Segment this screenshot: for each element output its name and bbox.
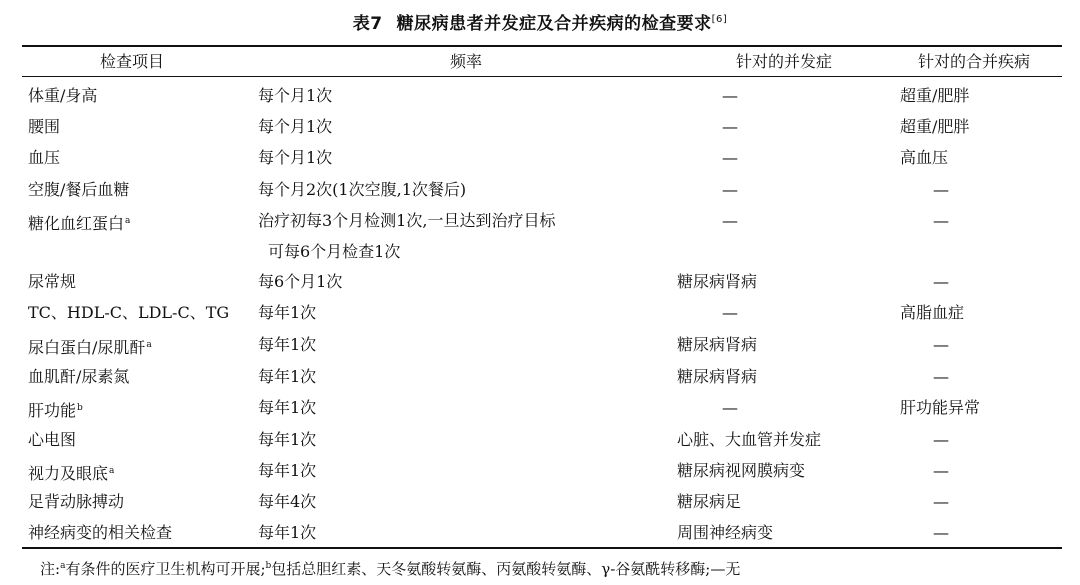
reference-mark: [6] — [711, 14, 728, 25]
table-title: 糖尿病患者并发症及合并疾病的检查要求 — [396, 14, 712, 34]
table-row-frequency — [258, 272, 342, 292]
table-row-frequency-cont — [268, 242, 400, 262]
table-row-item-text: 血压 — [28, 148, 61, 167]
table-row-item — [28, 398, 83, 421]
table-row-comorbidity — [933, 430, 949, 450]
table-row-frequency-text: 每年1次 — [258, 398, 317, 417]
table-row-item-text: 神经病变的相关检查 — [28, 523, 173, 542]
table-row-comorbidity — [933, 272, 949, 292]
table-row-frequency-text: 每个月2次(1次空腹,1次餐后) — [258, 180, 467, 199]
table-row-complication — [722, 86, 738, 106]
table-row-comorbidity-text: 高脂血症 — [900, 303, 965, 322]
table-row-item — [28, 86, 97, 106]
table-row-complication-text: — — [722, 117, 738, 136]
table-row-complication — [722, 180, 738, 200]
table-row-complication — [722, 117, 738, 137]
table-caption — [0, 9, 1080, 34]
table-row-item-text: 体重/身高 — [28, 86, 98, 105]
table-row-item — [28, 492, 124, 512]
header-frequency: 频率 — [450, 52, 483, 71]
table-row-comorbidity — [900, 398, 980, 418]
table-row-frequency-text: 每年1次 — [258, 461, 317, 480]
table-row-frequency-text: 治疗初每3个月检测1次,一旦达到治疗目标 — [258, 211, 556, 230]
table-row-frequency — [258, 148, 332, 168]
table-row-comorbidity — [933, 367, 949, 387]
note-text-a: 有条件的医疗卫生机构可开展; — [65, 560, 266, 578]
header-rule — [22, 76, 1062, 77]
table-row-complication-text: — — [722, 211, 738, 230]
footnote-mark: b — [77, 403, 83, 413]
table-row-item-text: 视力及眼底 — [28, 464, 109, 483]
footnote-mark: a — [109, 466, 115, 476]
table-row-complication-text: 糖尿病视网膜病变 — [677, 461, 806, 480]
table-note — [40, 556, 740, 579]
table-row-complication — [722, 148, 738, 168]
table-row-item — [28, 523, 172, 543]
table-number: 表7 — [352, 14, 383, 34]
table-row-complication-text: 糖尿病肾病 — [677, 272, 758, 291]
table-row-item-text: 肝功能 — [28, 401, 77, 420]
table-row-item — [28, 303, 229, 323]
table-row-frequency-text: 每年1次 — [258, 523, 317, 542]
table-row-comorbidity — [900, 148, 948, 168]
table-row-frequency-text: 每年1次 — [258, 335, 317, 354]
table-row-frequency-text: 每年1次 — [258, 430, 317, 449]
table-row-item — [28, 335, 152, 358]
table-row-item-text: 尿白蛋白/尿肌酐 — [28, 338, 146, 357]
table-row-item — [28, 148, 60, 168]
table-row-comorbidity-text: — — [933, 180, 949, 199]
table-row-comorbidity — [933, 180, 949, 200]
table-row-frequency-text: 每个月1次 — [258, 148, 333, 167]
table-row-comorbidity — [933, 523, 949, 543]
table-row-complication-text: — — [722, 148, 738, 167]
table-row-complication-text: — — [722, 398, 738, 417]
table-row-frequency — [258, 303, 316, 323]
table-row-item-text: 空腹/餐后血糖 — [28, 180, 130, 199]
table-row-frequency-text: 每个月1次 — [258, 117, 333, 136]
table-row-comorbidity — [933, 492, 949, 512]
top-rule — [22, 45, 1062, 47]
table-row-frequency — [258, 180, 466, 200]
table-row-item — [28, 117, 60, 137]
table-row-complication — [677, 461, 805, 481]
table-row-frequency — [258, 398, 316, 418]
table-row-frequency — [258, 430, 316, 450]
table-row-comorbidity-text: — — [933, 523, 949, 542]
table-row-item — [28, 272, 76, 292]
table-row-item-text: 腰围 — [28, 117, 61, 136]
table-row-complication-text: — — [722, 180, 738, 199]
bottom-rule — [22, 547, 1062, 549]
table-row-complication — [677, 335, 757, 355]
table-row-complication-text: — — [722, 303, 738, 322]
table-row-item-text: 血肌酐/尿素氮 — [28, 367, 130, 386]
note-text-b: 包括总胆红素、天冬氨酸转氨酶、丙氨酸转氨酶、γ-谷氨酰转移酶;—无 — [271, 560, 741, 578]
table-row-item — [28, 180, 129, 200]
table-row-comorbidity — [900, 86, 969, 106]
table-row-complication — [677, 492, 741, 512]
table-row-frequency-cont-text: 可每6个月检查1次 — [268, 242, 401, 261]
table-row-frequency — [258, 523, 316, 543]
table-row-comorbidity-text: — — [933, 461, 949, 480]
table-row-complication — [722, 211, 738, 231]
table-row-item-text: TC、HDL-C、LDL-C、TG — [28, 303, 230, 322]
table-row-frequency-text: 每年1次 — [258, 303, 317, 322]
table-row-complication-text: 糖尿病肾病 — [677, 335, 758, 354]
header-item: 检查项目 — [100, 52, 165, 71]
table-row-comorbidity-text: — — [933, 272, 949, 291]
table-row-comorbidity — [900, 303, 964, 323]
table-row-comorbidity-text: — — [933, 335, 949, 354]
table-row-complication — [677, 430, 821, 450]
table-row-frequency — [258, 335, 316, 355]
table-row-item-text: 糖化血红蛋白 — [28, 214, 125, 233]
table-row-frequency — [258, 211, 555, 231]
table-row-complication-text: 糖尿病足 — [677, 492, 742, 511]
table-row-frequency — [258, 367, 316, 387]
table-row-item — [28, 367, 129, 387]
footnote-mark: a — [125, 216, 131, 226]
table-row-comorbidity-text: — — [933, 430, 949, 449]
table-row-comorbidity — [933, 211, 949, 231]
table-row-comorbidity-text: — — [933, 367, 949, 386]
table-row-comorbidity — [900, 117, 969, 137]
table-row-comorbidity-text: 肝功能异常 — [900, 398, 981, 417]
table-row-item — [28, 211, 130, 234]
table-row-item — [28, 430, 76, 450]
table-row-complication-text: — — [722, 86, 738, 105]
table-row-frequency-text: 每个月1次 — [258, 86, 333, 105]
table-row-item — [28, 461, 114, 484]
table-row-item-text: 尿常规 — [28, 272, 77, 291]
table-row-frequency — [258, 117, 332, 137]
table-row-frequency — [258, 86, 332, 106]
table-row-complication — [677, 272, 757, 292]
table-row-frequency — [258, 492, 316, 512]
table-row-complication-text: 周围神经病变 — [677, 523, 774, 542]
table-row-frequency-text: 每6个月1次 — [258, 272, 343, 291]
table-row-frequency — [258, 461, 316, 481]
table-row-comorbidity — [933, 335, 949, 355]
table-row-complication — [722, 303, 738, 323]
header-complication: 针对的并发症 — [736, 52, 833, 71]
table-row-complication-text: 心脏、大血管并发症 — [677, 430, 822, 449]
note-prefix: 注: — [40, 560, 61, 578]
table-row-comorbidity — [933, 461, 949, 481]
table-row-comorbidity-text: 超重/肥胖 — [900, 117, 970, 136]
note-mark-a: a — [60, 561, 66, 571]
table-row-complication — [677, 367, 757, 387]
footnote-mark: a — [146, 340, 152, 350]
table-row-complication-text: 糖尿病肾病 — [677, 367, 758, 386]
table-row-comorbidity-text: 超重/肥胖 — [900, 86, 970, 105]
table-row-comorbidity-text: 高血压 — [900, 148, 949, 167]
table-row-frequency-text: 每年4次 — [258, 492, 317, 511]
table-row-complication — [722, 398, 738, 418]
table-row-item-text: 心电图 — [28, 430, 77, 449]
table-row-item-text: 足背动脉搏动 — [28, 492, 125, 511]
note-mark-b: b — [265, 561, 272, 571]
table-row-comorbidity-text: — — [933, 211, 949, 230]
header-comorbidity: 针对的合并疾病 — [918, 52, 1031, 71]
table-row-comorbidity-text: — — [933, 492, 949, 511]
table-row-frequency-text: 每年1次 — [258, 367, 317, 386]
table-row-complication — [677, 523, 773, 543]
